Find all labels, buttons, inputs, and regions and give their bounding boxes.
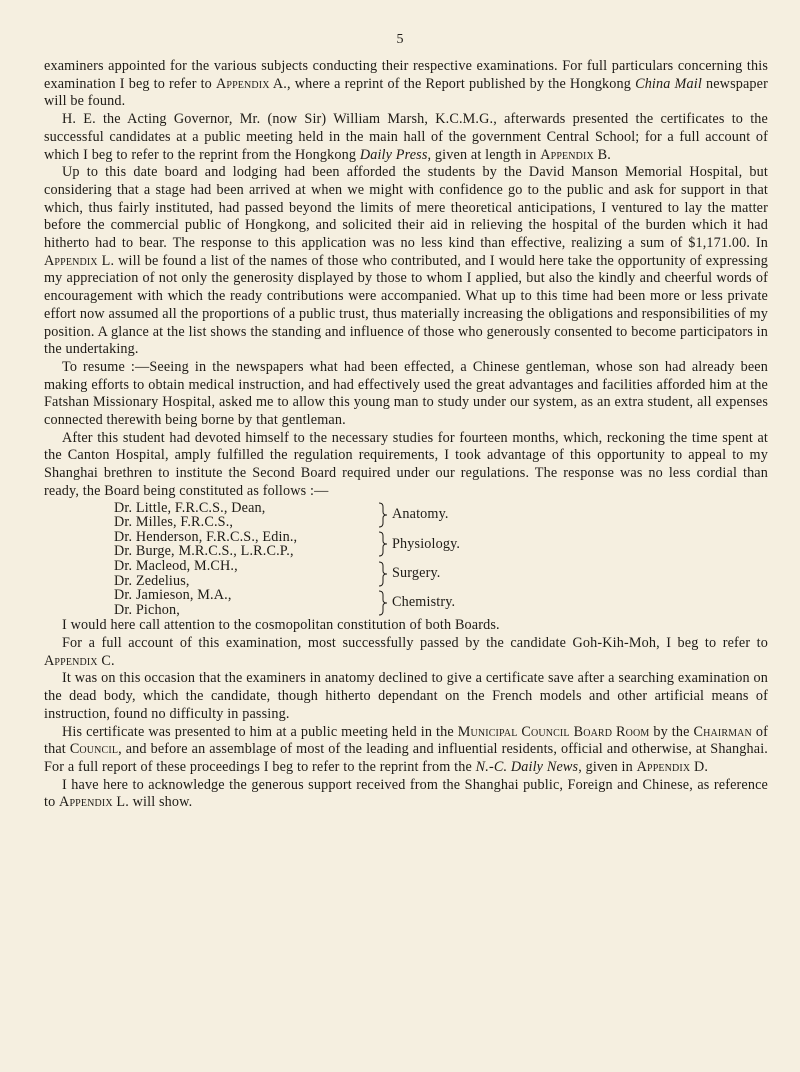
small-caps-text: Appendix xyxy=(215,75,270,92)
brace-icon xyxy=(378,502,388,528)
examiner-group xyxy=(114,501,768,530)
small-caps-text: Municipal Council Board Room xyxy=(457,723,650,740)
examiner-subject: Physiology. xyxy=(392,535,461,552)
paragraph xyxy=(44,670,768,723)
text-run: examiners appointed for the various subjects conducting their respective examinations. For full particulars concerning this examination I beg to refer to xyxy=(44,58,768,92)
paragraph xyxy=(44,164,768,359)
small-caps-text: Council xyxy=(69,741,119,758)
brace-icon xyxy=(378,561,388,587)
text-run: C. xyxy=(97,652,115,669)
small-caps-text: Appendix xyxy=(540,146,594,163)
examiner-name: Dr. Milles, F.R.C.S., xyxy=(114,514,234,531)
text-run: , given at length in xyxy=(427,146,541,163)
small-caps-text: Chairman xyxy=(693,723,752,740)
text-run: D. xyxy=(690,758,709,775)
text-run: B. xyxy=(593,146,611,163)
examiner-names xyxy=(114,588,376,617)
examiner-name: Dr. Burge, M.R.C.S., L.R.C.P., xyxy=(114,543,294,560)
examiner-names xyxy=(114,530,376,559)
text-run: I have here to acknowledge the generous support received from the Shanghai public, Foreign and Chinese, as reference to xyxy=(44,776,768,811)
text-run: L. will show. xyxy=(112,794,193,811)
examiner-name: Dr. Pichon, xyxy=(114,601,180,618)
text-run: , given in xyxy=(578,758,637,775)
paragraph xyxy=(44,724,768,777)
italic-text: N.-C. Daily News xyxy=(475,758,579,775)
italic-text: China Mail xyxy=(635,75,702,92)
text-run: A., where a reprint of the Report published by the Hongkong xyxy=(269,75,636,92)
examiner-name: Dr. Macleod, M.CH., xyxy=(114,557,238,574)
small-caps-text: Appendix xyxy=(44,652,98,669)
paragraphs-after xyxy=(44,617,768,812)
examiner-group xyxy=(114,588,768,617)
text-run: , and before an assemblage of most of the leading and influential residents, official and otherwise, at Shanghai. For a full report of these proceedings I beg to refer to the reprint from the xyxy=(44,741,768,775)
small-caps-text: Appendix xyxy=(636,758,691,775)
text-run: newspaper will be found. xyxy=(44,75,768,110)
text-run: Up to this date board and lodging had been afforded the students by the David Manson Memorial Hospital, but considering that a stage had been arrived at when we might with confidence go to the public and ask for support in that which, thus fairly instituted, had passed beyond the limits of mere theoretical anticipations, I ventured to lay the matter before the commercial public of Hongkong, and solicited their aid in relieving the hospital of the burden which it had hitherto had to bear. The response to this application was no less kind than effective, realizing a sum of $1,171.00. In xyxy=(44,164,768,252)
examiner-group xyxy=(114,530,768,559)
text-run: For a full account of this examination, most successfully passed by the candidate Goh-Kih-Moh, I beg to refer to xyxy=(62,635,768,652)
examiner-subject: Anatomy. xyxy=(392,506,449,523)
text-run: His certificate was presented to him at a public meeting held in the xyxy=(62,723,458,740)
examiner-name: Dr. Little, F.R.C.S., Dean, xyxy=(114,499,266,516)
brace-icon xyxy=(378,531,388,557)
paragraph xyxy=(44,111,768,164)
text-run: It was on this occasion that the examiners in anatomy declined to give a certificate save after a searching examination on the dead body, which the candidate, though hitherto dependant on the French models and other artificial means of instruction, found no difficulty in passing. xyxy=(44,670,768,722)
examiner-names xyxy=(114,559,376,588)
italic-text: Daily Press xyxy=(359,146,428,163)
text-run: After this student had devoted himself to the necessary studies for fourteen months, which, reckoning the time spent at the Canton Hospital, amply fulfilled the regulation requirements, I took advantage of this opportunity to appeal to my Shanghai brethren to institute the Second Board required under our regulations. The response was no less cordial than ready, the Board being constituted as follows :— xyxy=(44,429,768,499)
examiner-name: Dr. Jamieson, M.A., xyxy=(114,587,232,604)
text-run: by the xyxy=(649,723,694,740)
examiner-subject: Surgery. xyxy=(392,564,441,581)
page-number: 5 xyxy=(396,32,404,47)
paragraph xyxy=(44,58,768,111)
text-run: H. E. the Acting Governor, Mr. (now Sir) William Marsh, K.C.M.G., afterwards presented the certificates to the successful candidates at a public meeting held in the main hall of the government Central School; for a full account of which I beg to refer to the reprint from the Hongkong xyxy=(44,111,768,163)
text-run: I would here call attention to the cosmopolitan constitution of both Boards. xyxy=(62,617,500,634)
small-caps-text: Appendix xyxy=(59,794,113,811)
examiners-list xyxy=(114,501,768,618)
paragraph xyxy=(44,635,768,670)
text-run: L. will be found a list of the names of those who contributed, and I would here take the opportunity of expressing my appreciation of not only the generosity displayed by those to whom I applied, but also the kindly and cheerful words of encouragement with which the ready contributions were accompanied. What up to this time had been more or less private effort now assumed all the proportions of a public trust, thus materially increasing the obligations and responsibilities of my position. A glance at the list shows the standing and influence of those who generously consented to become participators in the undertaking. xyxy=(44,252,768,358)
paragraph xyxy=(44,777,768,812)
small-caps-text: Appendix xyxy=(44,252,98,269)
paragraphs-before xyxy=(44,58,768,501)
examiner-subject: Chemistry. xyxy=(392,593,456,610)
paragraph xyxy=(44,617,768,635)
examiner-name: Dr. Zedelius, xyxy=(114,572,190,589)
examiner-name: Dr. Henderson, F.R.C.S., Edin., xyxy=(114,528,298,545)
examiner-group xyxy=(114,559,768,588)
examiner-names xyxy=(114,501,376,530)
paragraph xyxy=(44,430,768,501)
brace-icon xyxy=(378,590,388,616)
text-run: To resume :—Seeing in the newspapers what had been effected, a Chinese gentleman, whose son had already been making efforts to obtain medical instruction, and had effectively used the great advantages and facilities afforded him at the Fatshan Missionary Hospital, asked me to allow this young man to study under our system, as an extra student, all expenses connected therewith being borne by that gentleman. xyxy=(44,358,768,429)
body-text xyxy=(44,58,768,812)
text-run: of that xyxy=(44,723,768,758)
paragraph xyxy=(44,359,768,430)
